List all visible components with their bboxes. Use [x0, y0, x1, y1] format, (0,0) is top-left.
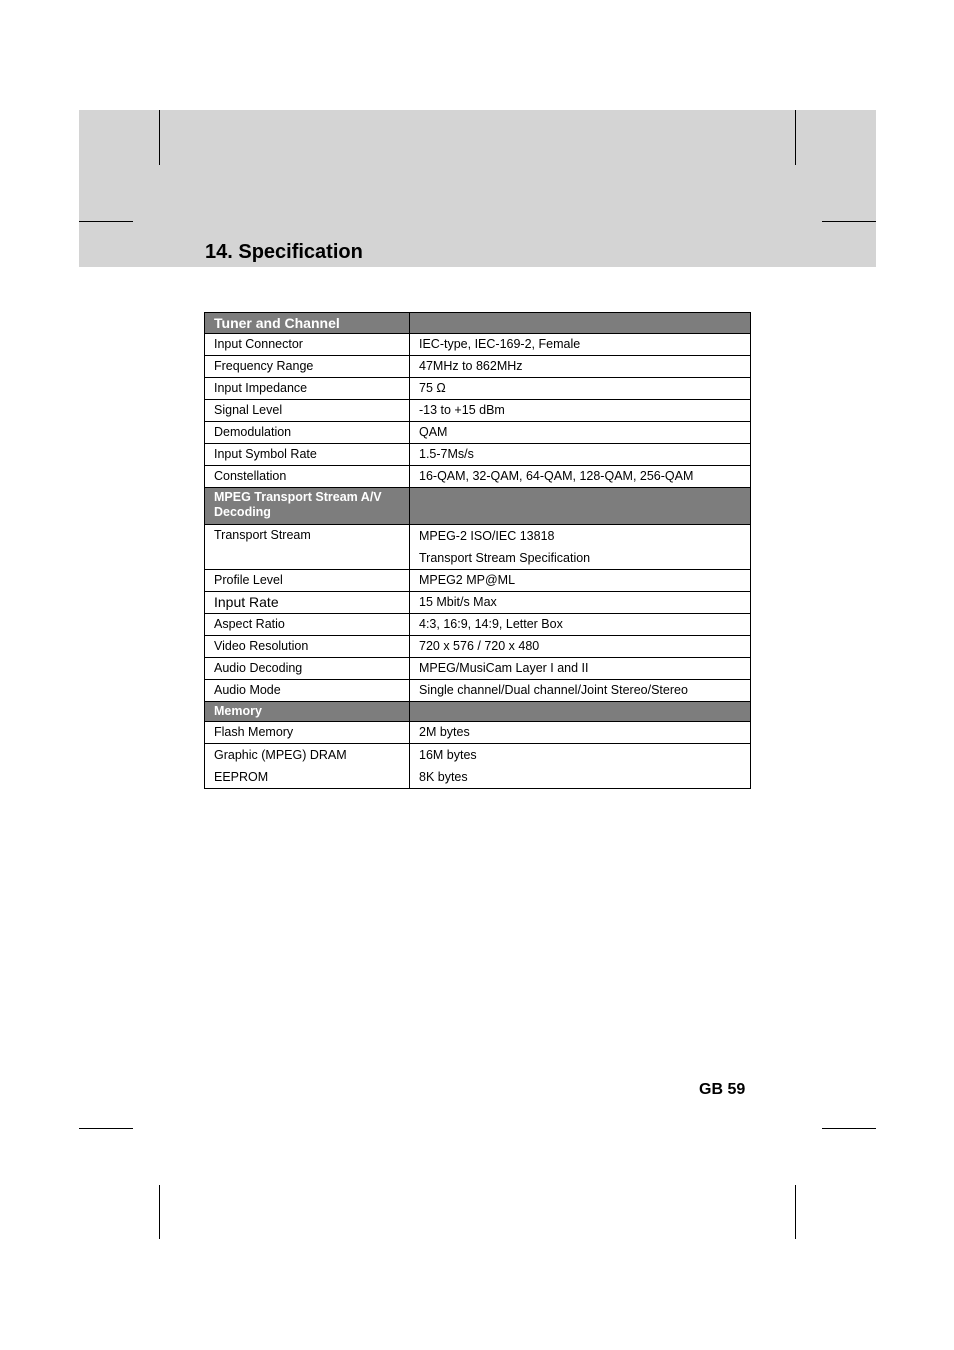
section-header-tuner: [205, 313, 751, 334]
spec-value-line: Transport Stream Specification: [419, 551, 591, 565]
table-row: [205, 378, 751, 400]
table-row: [205, 722, 751, 744]
table-row: [205, 592, 751, 614]
spec-value-line: MPEG-2 ISO/IEC 13818: [419, 529, 555, 543]
spec-value: 2M bytes: [410, 722, 751, 744]
crop-mark-top-right-horizontal: [822, 221, 876, 222]
spec-label: Input Rate: [205, 592, 410, 614]
spec-label: Flash Memory: [205, 722, 410, 744]
spec-label: Frequency Range: [205, 356, 410, 378]
page-number: GB 59: [699, 1081, 746, 1098]
spec-value: [410, 525, 751, 570]
header-band: [79, 110, 876, 267]
section-header-memory: [205, 702, 751, 722]
crop-mark-bottom-right-horizontal: [822, 1128, 876, 1129]
spec-value: 4:3, 16:9, 14:9, Letter Box: [410, 614, 751, 636]
section-heading-blank: [410, 488, 751, 525]
spec-value: 16-QAM, 32-QAM, 64-QAM, 128-QAM, 256-QAM: [410, 466, 751, 488]
section-heading: MPEG Transport Stream A/V Decoding: [205, 488, 410, 525]
spec-value: 1.5-7Ms/s: [410, 444, 751, 466]
spec-label: Aspect Ratio: [205, 614, 410, 636]
spec-value: 47MHz to 862MHz: [410, 356, 751, 378]
table-row: [205, 570, 751, 592]
crop-mark-top-left-vertical: [159, 110, 160, 165]
spec-value: Single channel/Dual channel/Joint Stereo/Stereo: [410, 680, 751, 702]
table-row: [205, 356, 751, 378]
spec-label: Audio Mode: [205, 680, 410, 702]
spec-value: 75 Ω: [410, 378, 751, 400]
spec-label: Profile Level: [205, 570, 410, 592]
crop-mark-bottom-left-vertical: [159, 1185, 160, 1239]
table-row: [205, 658, 751, 680]
crop-mark-bottom-right-vertical: [795, 1185, 796, 1239]
table-row: [205, 744, 751, 789]
table-row: [205, 444, 751, 466]
spec-label: Input Connector: [205, 334, 410, 356]
spec-label: [205, 744, 410, 789]
spec-label: Demodulation: [205, 422, 410, 444]
table-row: [205, 525, 751, 570]
spec-value: MPEG/MusiCam Layer I and II: [410, 658, 751, 680]
spec-value-line: 16M bytes: [419, 748, 477, 762]
table-row: [205, 466, 751, 488]
spec-label: Transport Stream: [205, 525, 410, 570]
spec-value: MPEG2 MP@ML: [410, 570, 751, 592]
page-title: 14. Specification: [205, 241, 363, 263]
section-heading-blank: [410, 313, 751, 334]
spec-label: Input Impedance: [205, 378, 410, 400]
section-heading: Tuner and Channel: [205, 313, 410, 334]
spec-value: QAM: [410, 422, 751, 444]
crop-mark-top-left-horizontal: [79, 221, 133, 222]
spec-value: IEC-type, IEC-169-2, Female: [410, 334, 751, 356]
spec-value: 720 x 576 / 720 x 480: [410, 636, 751, 658]
crop-mark-top-right-vertical: [795, 110, 796, 165]
spec-value: 15 Mbit/s Max: [410, 592, 751, 614]
crop-mark-bottom-left-horizontal: [79, 1128, 133, 1129]
spec-label: Audio Decoding: [205, 658, 410, 680]
section-heading: Memory: [205, 702, 410, 722]
spec-value: -13 to +15 dBm: [410, 400, 751, 422]
spec-label: Input Symbol Rate: [205, 444, 410, 466]
table-row: [205, 636, 751, 658]
table-row: [205, 334, 751, 356]
section-header-mpeg: [205, 488, 751, 525]
spec-label-line: EEPROM: [214, 770, 269, 784]
spec-label-line: Graphic (MPEG) DRAM: [214, 748, 347, 762]
table-row: [205, 400, 751, 422]
spec-label: Signal Level: [205, 400, 410, 422]
table-row: [205, 680, 751, 702]
spec-table: [204, 312, 751, 789]
table-row: [205, 422, 751, 444]
spec-label: Constellation: [205, 466, 410, 488]
spec-value: [410, 744, 751, 789]
table-row: [205, 614, 751, 636]
section-heading-blank: [410, 702, 751, 722]
spec-value-line: 8K bytes: [419, 770, 468, 784]
spec-label: Video Resolution: [205, 636, 410, 658]
